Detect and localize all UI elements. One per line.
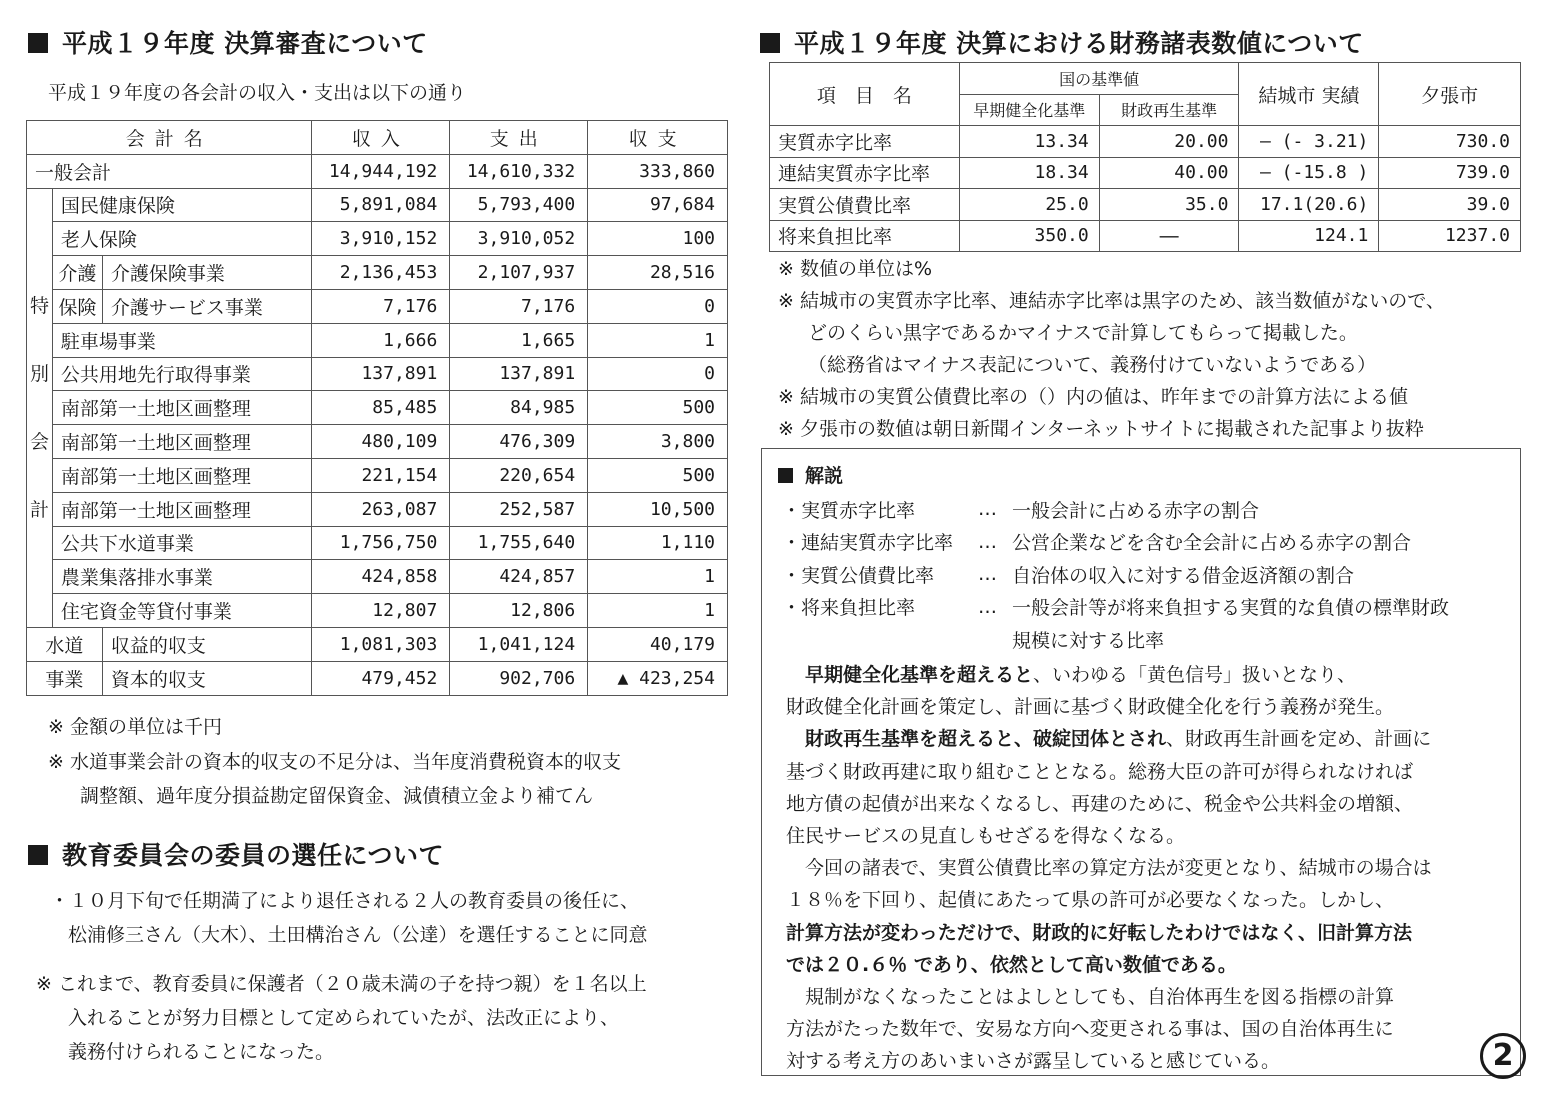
paragraph-line: では２０.６％ であり、依然として高い数値である。 [786, 953, 1237, 976]
table-row: 住宅資金等貸付事業 12,807 12,806 1 [27, 594, 728, 628]
explanation-title: 解説 [778, 461, 843, 488]
heading-education-board: 教育委員会の委員の選任について [28, 836, 444, 872]
table-row: 南部第一土地区画整理 480,109 476,309 3,800 [27, 425, 728, 459]
accounts-table [26, 120, 728, 696]
paragraph-line: 規制がなくなったことはよしとしても、自治体再生を図る指標の計算 [805, 986, 1395, 1009]
edu-note-1: ※ これまで、教育委員に保護者（２０歳未満の子を持つ親）を１名以上 [36, 973, 647, 995]
paragraph-line: 財政再生基準を超えると、破綻団体とされ、財政再生計画を定め、計画に [805, 728, 1432, 751]
edu-text-1: ・１０月下旬で任期満了により退任される２人の教育委員の後任に、 [50, 890, 640, 912]
fin-note-surplus-cont: どのくらい黒字であるかマイナスで計算してもらって掲載した。 [808, 322, 1358, 344]
explanation-paragraphs [786, 659, 1432, 1078]
fin-note-surplus: ※ 結城市の実質赤字比率、連結赤字比率は黒字のため、該当数値がないので、 [778, 290, 1445, 312]
heading-financial-indicators: 平成１９年度 決算における財務諸表数値について [760, 24, 1364, 60]
edu-note-3: 義務付けられることになった。 [68, 1041, 335, 1063]
fin-note-yubari: ※ 夕張市の数値は朝日新聞インターネットサイトに掲載された記事より抜粋 [778, 418, 1424, 440]
page-number: 2 [1480, 1033, 1526, 1079]
table-row: 南部第一土地区画整理 263,087 252,587 10,500 [27, 492, 728, 526]
definition-continuation: 規模に対する比率 [1012, 629, 1165, 652]
table-row: 介護 介護保険事業 2,136,453 2,107,937 28,516 [27, 256, 728, 290]
paragraph-line: 早期健全化基準を超えると、いわゆる「黄色信号」扱いとなり、 [805, 664, 1357, 686]
table-row: 将来負担比率 350.0 ― 124.1 1237.0 [770, 220, 1521, 252]
definition-list [782, 493, 1449, 656]
table-row: 老人保険 3,910,152 3,910,052 100 [27, 222, 728, 256]
square-bullet-icon [28, 33, 48, 53]
table-row: 連結実質赤字比率 18.34 40.00 ― (-15.8 ) 739.0 [770, 157, 1521, 189]
definition-item: ・将来負担比率 … 一般会計等が将来負担する実質的な負債の標準財政 [782, 595, 1450, 620]
edu-note-2: 入れることが努力目標として定められていたが、法改正により、 [68, 1007, 620, 1029]
definition-item: ・実質公債費比率 … 自治体の収入に対する借金返済額の割合 [782, 563, 1355, 587]
table-row: 保険 介護サービス事業 7,176 7,176 0 [27, 289, 728, 323]
special-account-label: 特 別 会 計 [27, 188, 53, 627]
note-water-cont: 調整額、過年度分損益勘定留保資金、減債積立金より補てん [80, 785, 594, 807]
paragraph-line: 方法がたった数年で、安易な方向へ変更される事は、国の自治体再生に [786, 1018, 1394, 1041]
table-row: 一般会計 14,944,192 14,610,332 333,860 [27, 154, 728, 188]
fin-note-mic: （総務省はマイナス表記について、義務付けていないようである） [808, 354, 1377, 376]
square-bullet-icon [28, 845, 48, 865]
definition-item: ・実質赤字比率 … 一般会計に占める赤字の割合 [782, 498, 1260, 522]
table-header-row: 早期健全化基準 財政再生基準 [770, 94, 1521, 126]
table-header-row: 会計名 収入 支出 収支 [27, 121, 728, 155]
paragraph-line: 今回の諸表で、実質公債費比率の算定方法が変更となり、結城市の場合は [805, 857, 1432, 880]
table-row: 実質赤字比率 13.34 20.00 ― (- 3.21) 730.0 [770, 126, 1521, 158]
financial-indicator-table [769, 62, 1521, 252]
table-header-row: 項 目 名 国の基準値 結城市 実績 夕張市 [770, 63, 1521, 95]
intro-text: 平成１９年度の各会計の収入・支出は以下の通り [48, 82, 467, 104]
fin-note-unit: ※ 数値の単位は% [778, 258, 933, 280]
square-bullet-icon [760, 33, 780, 53]
table-row: 駐車場事業 1,666 1,665 1 [27, 323, 728, 357]
paragraph-line: 対する考え方のあいまいさが露呈していると感じている。 [786, 1050, 1281, 1073]
table-row: 農業集落排水事業 424,858 424,857 1 [27, 560, 728, 594]
explanation-box [761, 448, 1521, 1076]
table-row: 水道 収益的収支 1,081,303 1,041,124 40,179 [27, 627, 728, 661]
fin-note-parenthesis: ※ 結城市の実質公債費比率の（）内の値は、昨年までの計算方法による値 [778, 386, 1408, 408]
note-water: ※ 水道事業会計の資本的収支の不足分は、当年度消費税資本的収支 [48, 751, 621, 773]
definition-item: ・連結実質赤字比率 … 公営企業などを含む全会計に占める赤字の割合 [782, 530, 1412, 555]
paragraph-line: 財政健全化計画を策定し、計画に基づく財政健全化を行う義務が発生。 [786, 696, 1395, 719]
note-unit: ※ 金額の単位は千円 [48, 716, 222, 738]
paragraph-line: 基づく財政再建に取り組むこととなる。総務大臣の許可が得られなければ [786, 760, 1414, 783]
paragraph-line: １８％を下回り、起債にあたって県の許可が必要なくなった。しかし、 [786, 889, 1395, 912]
paragraph-line: 地方債の起債が出来なくなるし、再建のために、税金や公共料金の増額、 [786, 792, 1414, 815]
table-row: 公共下水道事業 1,756,750 1,755,640 1,110 [27, 526, 728, 560]
square-bullet-icon [778, 468, 793, 483]
edu-text-2: 松浦修三さん（大木）、土田構治さん（公達）を選任することに同意 [68, 924, 648, 946]
paragraph-line: 住民サービスの見直しもせざるを得なくなる。 [786, 825, 1186, 848]
table-row: 南部第一土地区画整理 85,485 84,985 500 [27, 391, 728, 425]
paragraph-line: 計算方法が変わっただけで、財政的に好転したわけではなく、旧計算方法 [786, 921, 1413, 944]
table-row: 公共用地先行取得事業 137,891 137,891 0 [27, 357, 728, 391]
table-row: 特 別 会 計 国民健康保険 5,891,084 5,793,400 97,684 [27, 188, 728, 222]
heading-settlement-review: 平成１９年度 決算審査について [28, 24, 428, 60]
table-row: 南部第一土地区画整理 221,154 220,654 500 [27, 458, 728, 492]
table-row: 事業 資本的収支 479,452 902,706 ▲ 423,254 [27, 661, 728, 695]
table-row: 実質公債費比率 25.0 35.0 17.1(20.6) 39.0 [770, 189, 1521, 221]
